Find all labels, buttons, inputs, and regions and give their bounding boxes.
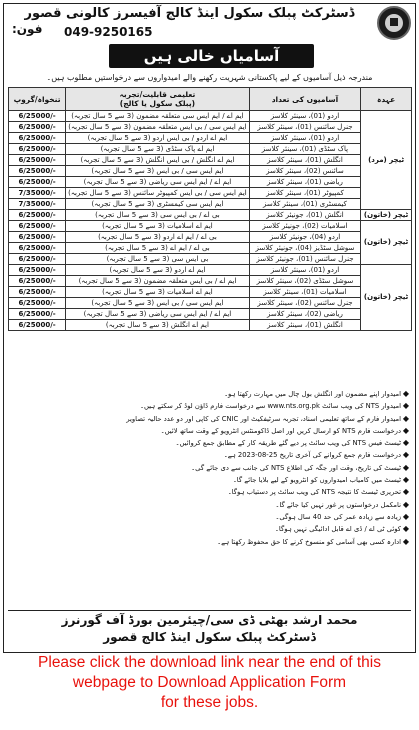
vacancy-count-cell: سوشل سٹڈیز (04)، جونیئر کلاسز	[249, 243, 360, 254]
header-designation: عہدہ	[361, 88, 412, 111]
instruction-text: کوئی ٹی اے / ڈی اے قابل ادائیگی نہیں ہوگا۔	[274, 525, 401, 534]
bullet-icon: ◆	[402, 487, 409, 497]
qualification-cell: بی اے / بی ایس سی (3 سے 5 سال تجربہ)	[66, 210, 250, 221]
salary-cell: 6/25000/-	[9, 254, 66, 265]
table-row	[9, 155, 412, 166]
table-row	[9, 287, 412, 298]
salary-cell: 7/35000/-	[9, 199, 66, 210]
bullet-icon: ◆	[402, 524, 409, 534]
bullet-icon: ◆	[402, 511, 409, 521]
table-row	[9, 111, 412, 122]
salary-cell: 6/25000/-	[9, 276, 66, 287]
vacancy-count-cell: سائنس (02)، سینئر کلاسز	[249, 166, 360, 177]
instructions-list	[10, 388, 409, 548]
table-row	[9, 122, 412, 133]
vacancy-count-cell: جنرل سائنس (01)، سینئر کلاسز	[249, 122, 360, 133]
table-row	[9, 232, 412, 243]
qualification-cell: بی اے / ایم اے اردو (3 سے 5 سال تجربہ)	[66, 232, 250, 243]
vacancies-banner: آسامیاں خالی ہیں	[109, 44, 314, 68]
salary-cell: 6/25000/-	[9, 298, 66, 309]
instruction-item	[10, 486, 409, 498]
instruction-item	[10, 511, 409, 523]
header-salary: تنخواہ/گروپ	[9, 88, 66, 111]
phone-number: 049-9250165	[64, 25, 153, 39]
qualification-cell: ایم اے / ایم ایس سی ریاضی (3 سے 5 سال تجربہ)	[66, 177, 250, 188]
table-row	[9, 210, 412, 221]
notice-line-1: Please click the download link near the end of this	[38, 654, 381, 671]
table-row	[9, 243, 412, 254]
table-row	[9, 254, 412, 265]
notice-line-2: webpage to Download Application Form	[72, 674, 347, 691]
instruction-text: امیدوار فارم کے ساتھ تعلیمی اسناد، تجربہ سرٹیفکیٹ اور CNIC کی کاپی اور دو عدد حالیہ تصاویر	[126, 414, 401, 423]
qualification-cell: ایم ایس سی کیمسٹری (3 سے 5 سال تجربہ)	[66, 199, 250, 210]
job-advertisement	[3, 3, 416, 653]
bullet-icon: ◆	[402, 450, 409, 460]
qualification-cell: ایم اے / بی ایس متعلقہ مضمون (3 سے 5 سال تجربہ)	[66, 276, 250, 287]
instruction-item	[10, 523, 409, 535]
salary-cell: 6/25000/-	[9, 122, 66, 133]
vacancy-count-cell: ریاضی (01)، سینئر کلاسز	[249, 177, 360, 188]
instruction-text: ٹیسٹ فیس NTS کی ویب سائٹ پر دیے گئے طریقہ کار کے مطابق جمع کروائیں۔	[175, 439, 401, 448]
instruction-text: ٹیسٹ کی تاریخ، وقت اور جگہ کی اطلاع NTS کی جانب سے دی جائے گی۔	[191, 463, 401, 472]
org-title: ڈسٹرکٹ پبلک سکول اینڈ کالج آفیسرز کالونی قصور	[24, 6, 355, 21]
designation-cell: ٹیچر (مرد)	[361, 111, 412, 210]
instruction-text: درخواست فارم NTS کو ارسال کریں اور اصل ڈاکومنٹس انٹرویو کے وقت ساتھ لائیں۔	[160, 426, 401, 435]
instruction-item	[10, 474, 409, 486]
table-row	[9, 188, 412, 199]
vacancy-count-cell: کیمسٹری (01)، سینئر کلاسز	[249, 199, 360, 210]
qualification-cell: ایم اے اسلامیات (3 سے 5 سال تجربہ)	[66, 221, 250, 232]
salary-cell: 6/25000/-	[9, 320, 66, 331]
salary-cell: 7/35000/-	[9, 188, 66, 199]
vacancy-count-cell: انگلش (01)، سینئر کلاسز	[249, 155, 360, 166]
instruction-text: امیدوار اپنے مضمون اور انگلش بول چال میں مہارت رکھتا ہو۔	[224, 390, 401, 398]
bullet-icon: ◆	[402, 462, 409, 472]
instruction-text: زیادہ سے زیادہ عمر کی حد 40 سال ہوگی۔	[275, 512, 401, 521]
qualification-cell: بی ایس سی (3 سے 5 سال تجربہ)	[66, 254, 250, 265]
salary-cell: 6/25000/-	[9, 287, 66, 298]
table-header-row	[9, 88, 412, 111]
vacancy-count-cell: اردو (01)، سینئر کلاسز	[249, 111, 360, 122]
instruction-text: تحریری ٹیسٹ کا نتیجہ NTS کی ویب سائٹ پر دستیاب ہوگا۔	[227, 488, 401, 497]
instruction-item	[10, 413, 409, 425]
qualification-cell: ایم ایس سی / بی ایس متعلقہ مضمون (3 سے 5 سال تجربہ)	[66, 122, 250, 133]
table-row	[9, 309, 412, 320]
designation-cell: ٹیچر (خاتون)	[361, 221, 412, 265]
qualification-cell: ایم اے / ایم ایس سی ریاضی (3 سے 5 سال تجربہ)	[66, 309, 250, 320]
salary-cell: 6/25000/-	[9, 177, 66, 188]
table-row	[9, 199, 412, 210]
table-row	[9, 144, 412, 155]
instruction-item	[10, 400, 409, 412]
bullet-icon: ◆	[402, 499, 409, 509]
designation-cell: ٹیچر (خاتون)	[361, 265, 412, 331]
qualification-cell: ایم اے پاک سٹڈی (3 سے 5 سال تجربہ)	[66, 144, 250, 155]
salary-cell: 6/25000/-	[9, 144, 66, 155]
salary-cell: 6/25000/-	[9, 133, 66, 144]
table-row	[9, 276, 412, 287]
table-row	[9, 166, 412, 177]
instruction-item	[10, 462, 409, 474]
vacancy-count-cell: انگلش (01)، سینئر کلاسز	[249, 320, 360, 331]
vacancy-count-cell: انگلش (01)، جونیئر کلاسز	[249, 210, 360, 221]
table-row	[9, 320, 412, 331]
vacancy-count-cell: جنرل سائنس (01)، جونیئر کلاسز	[249, 254, 360, 265]
signatory-name: محمد ارشد بھٹی ڈی سی/چیئرمین بورڈ آف گورنرز	[61, 613, 358, 627]
salary-cell: 6/25000/-	[9, 210, 66, 221]
bullet-icon: ◆	[402, 425, 409, 435]
instruction-text: امیدوار NTS کی ویب سائٹ www.nts.org.pk سے درخواست فارم ڈاؤن لوڈ کر سکتے ہیں۔	[139, 402, 401, 411]
instruction-item	[10, 388, 409, 400]
table-row	[9, 177, 412, 188]
qualification-cell: ایم ایس سی / بی ایس (3 سے 5 سال تجربہ)	[66, 298, 250, 309]
salary-cell: 6/25000/-	[9, 232, 66, 243]
salary-cell: 6/25000/-	[9, 243, 66, 254]
instruction-item	[10, 499, 409, 511]
vacancy-count-cell: کمپیوٹر (01)، سینئر کلاسز	[249, 188, 360, 199]
vacancy-count-cell: جنرل سائنس (02)، سینئر کلاسز	[249, 298, 360, 309]
bullet-icon: ◆	[402, 438, 409, 448]
bullet-icon: ◆	[402, 389, 409, 398]
qualification-cell: ایم اے اسلامیات (3 سے 5 سال تجربہ)	[66, 287, 250, 298]
vacancy-count-cell: پاک سٹڈی (01)، سینئر کلاسز	[249, 144, 360, 155]
salary-cell: 6/25000/-	[9, 221, 66, 232]
bullet-icon: ◆	[402, 401, 409, 411]
qualification-cell: ایم اے / ایم ایس سی متعلقہ مضمون (3 سے 5 سال تجربہ)	[66, 111, 250, 122]
qualification-cell: ایم اے اردو (3 سے 5 سال تجربہ)	[66, 265, 250, 276]
qualification-cell: ایم اے انگلش (3 سے 5 سال تجربہ)	[66, 320, 250, 331]
salary-cell: 6/25000/-	[9, 111, 66, 122]
designation-cell: ٹیچر (خاتون)	[361, 210, 412, 221]
school-logo-icon	[377, 6, 411, 40]
intro-text: مندرجہ ذیل آسامیوں کے لیے پاکستانی شہریت رکھنے والے امیدواروں سے درخواستیں مطلوب ہیں۔	[46, 73, 373, 82]
salary-cell: 6/25000/-	[9, 155, 66, 166]
instruction-item	[10, 437, 409, 449]
instruction-item	[10, 536, 409, 548]
vacancy-count-cell: اسلامیات (02)، جونیئر کلاسز	[249, 221, 360, 232]
qualification-cell: ایم اے اردو / بی ایس اردو (3 سے 5 سال تجربہ)	[66, 133, 250, 144]
vacancies-table	[8, 87, 412, 331]
salary-cell: 6/25000/-	[9, 166, 66, 177]
ad-header	[4, 4, 415, 42]
bullet-icon: ◆	[402, 475, 409, 485]
qualification-cell: ایم ایس سی / بی ایس کمپیوٹر سائنس (3 سے 5 سال تجربہ)	[66, 188, 250, 199]
table-row	[9, 298, 412, 309]
institution-name: ڈسٹرکٹ پبلک سکول اینڈ کالج قصور	[103, 630, 316, 644]
vacancy-count-cell: ریاضی (02)، سینئر کلاسز	[249, 309, 360, 320]
table-row	[9, 265, 412, 276]
ad-footer	[8, 610, 411, 649]
table-row	[9, 221, 412, 232]
header-qualification: تعلیمی قابلیت/تجربہ (پبلک سکول یا کالج)	[66, 88, 250, 111]
instruction-text: ٹیسٹ میں کامیاب امیدواروں کو انٹرویو کے لیے بلایا جائے گا۔	[232, 476, 401, 485]
vacancy-count-cell: اردو (01)، سینئر کلاسز	[249, 133, 360, 144]
notice-line-3: for these jobs.	[160, 694, 259, 711]
bullet-icon: ◆	[402, 536, 409, 546]
instruction-item	[10, 449, 409, 461]
download-notice	[0, 653, 419, 713]
instruction-text: نامکمل درخواستوں پر غور نہیں کیا جائے گا۔	[275, 500, 401, 509]
header-count: آسامیوں کی تعداد	[249, 88, 360, 111]
instruction-text: ادارہ کسی بھی آسامی کو منسوخ کرنے کا حق محفوظ رکھتا ہے۔	[217, 537, 401, 546]
qualification-cell: ایم ایس سی / بی ایس (3 سے 5 سال تجربہ)	[66, 166, 250, 177]
qualification-cell: ایم اے انگلش / بی ایس انگلش (3 سے 5 سال تجربہ)	[66, 155, 250, 166]
qualification-cell: بی اے / ایم اے (3 سے 5 سال تجربہ)	[66, 243, 250, 254]
vacancy-count-cell: سوشل سٹڈی (02)، سینئر کلاسز	[249, 276, 360, 287]
table-row	[9, 133, 412, 144]
bullet-icon: ◆	[402, 413, 409, 423]
vacancy-count-cell: اردو (01)، سینئر کلاسز	[249, 265, 360, 276]
instruction-item	[10, 425, 409, 437]
salary-cell: 6/25000/-	[9, 265, 66, 276]
instruction-text: درخواست فارم جمع کروانے کی آخری تاریخ 25-08-2023 ہے۔	[223, 451, 401, 460]
salary-cell: 6/25000/-	[9, 309, 66, 320]
vacancy-count-cell: اسلامیات (01)، سینئر کلاسز	[249, 287, 360, 298]
vacancy-count-cell: اردو (04)، جونیئر کلاسز	[249, 232, 360, 243]
phone-label: فون:	[12, 22, 43, 36]
